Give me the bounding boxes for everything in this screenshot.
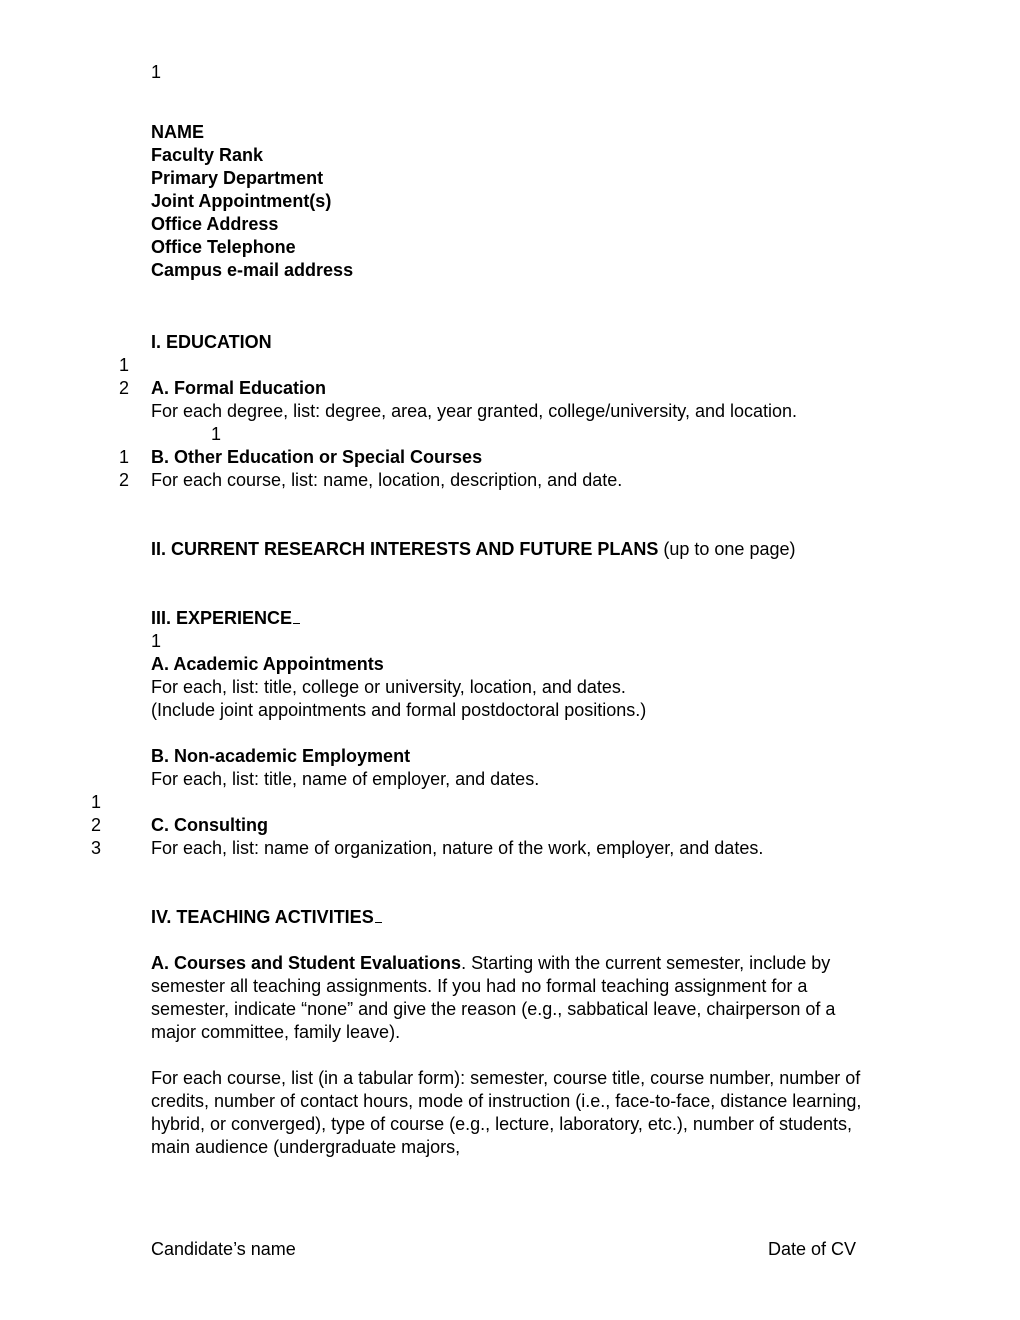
section-research-title: II. CURRENT RESEARCH INTERESTS AND FUTURE PLANS	[151, 539, 659, 559]
academic-appointments-note: (Include joint appointments and formal postdoctoral positions.)	[151, 700, 647, 720]
academic-appointments-heading: A. Academic Appointments	[151, 654, 384, 674]
page-marker: 1	[151, 62, 162, 82]
non-academic-text: For each, list: title, name of employer, and dates.	[151, 769, 540, 789]
header-field-office-address: Office Address	[151, 214, 279, 234]
line-number: 1	[151, 631, 162, 651]
line-number: 2	[119, 470, 130, 490]
footer-date-of-cv: Date of CV	[768, 1239, 857, 1259]
teaching-courses-paragraph	[151, 952, 866, 1044]
section-education-title: I. EDUCATION	[151, 332, 272, 352]
formal-education-text: For each degree, list: degree, area, year granted, college/university, and location.	[151, 401, 798, 421]
header-field-name: NAME	[151, 122, 204, 142]
formal-education-heading: A. Formal Education	[151, 378, 327, 398]
header-field-joint-appointments: Joint Appointment(s)	[151, 191, 332, 211]
header-field-office-telephone: Office Telephone	[151, 237, 296, 257]
academic-appointments-text: For each, list: title, college or university, location, and dates.	[151, 677, 626, 697]
consulting-text: For each, list: name of organization, nature of the work, employer, and dates.	[151, 838, 764, 858]
teaching-courses-heading: A. Courses and Student Evaluations	[151, 953, 462, 973]
section-experience-title: III. EXPERIENCE	[151, 607, 300, 630]
line-number: 1	[119, 447, 130, 467]
section-research-note: (up to one page)	[663, 539, 796, 559]
teaching-courses-list-paragraph: For each course, list (in a tabular form): semester, course title, course number, number of credits, number of contact hours, mode of instruction (i.e., face-to-face, distance learning, hybrid, or converged), type of course (e.g., lecture, laboratory, etc.), number of students, main audience (undergraduate majors,	[151, 1068, 862, 1157]
consulting-heading: C. Consulting	[151, 815, 268, 835]
other-education-heading: B. Other Education or Special Courses	[151, 447, 483, 467]
line-number: 1	[119, 355, 130, 375]
teaching-courses-text: . Starting with the current semester, include by semester all teaching assignments. If you had no formal teaching assignment for a semester, indicate “none” and give the reason (e.g., sabbatical leave, chairperson of a major committee, family leave).	[151, 953, 836, 1042]
line-number: 3	[91, 838, 102, 858]
other-education-text: For each course, list: name, location, description, and date.	[151, 470, 623, 490]
line-number: 1	[211, 424, 222, 444]
footer-candidate-name: Candidate’s name	[151, 1239, 296, 1259]
non-academic-heading: B. Non-academic Employment	[151, 746, 411, 766]
header-field-email: Campus e-mail address	[151, 260, 354, 280]
header-field-faculty-rank: Faculty Rank	[151, 145, 264, 165]
header-field-primary-department: Primary Department	[151, 168, 324, 188]
line-number: 2	[91, 815, 102, 835]
line-number: 1	[91, 792, 102, 812]
section-research	[151, 538, 795, 561]
section-teaching-title: IV. TEACHING ACTIVITIES	[151, 906, 382, 929]
line-number: 2	[119, 378, 130, 398]
